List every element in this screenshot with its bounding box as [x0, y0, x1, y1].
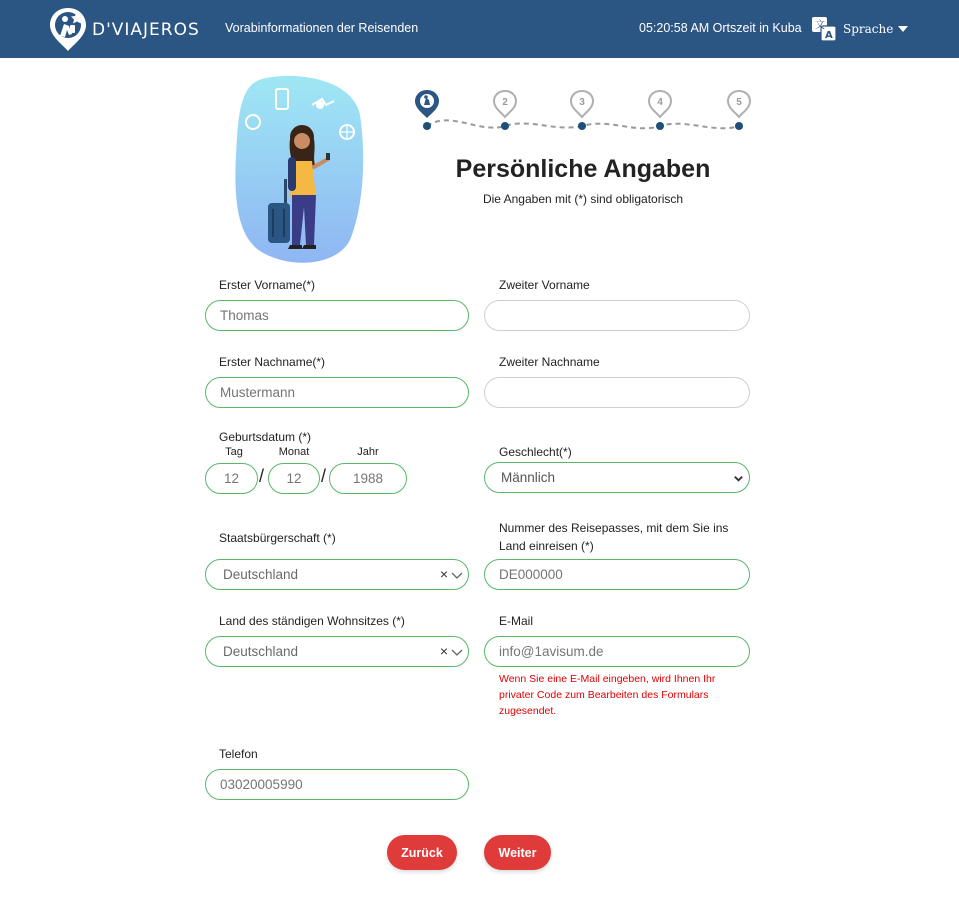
citizenship-select[interactable] [205, 559, 469, 590]
passport-number-input[interactable] [484, 559, 750, 590]
chevron-down-icon [733, 473, 744, 484]
page-subtitle: Die Angaben mit (*) sind obligatorisch [482, 192, 684, 206]
step-4-label: 4 [657, 97, 663, 108]
birthdate-label: Geburtsdatum (*) [219, 430, 312, 444]
phone-label: Telefon [219, 747, 258, 761]
email-label: E-Mail [499, 614, 534, 628]
step-5-pin-icon[interactable] [728, 91, 750, 130]
month-label: Monat [278, 446, 310, 458]
gender-label: Geschlecht(*) [499, 445, 572, 459]
language-label: Sprache [843, 22, 894, 36]
step-2-label: 2 [502, 97, 508, 108]
citizenship-selected-value: Deutschland [223, 567, 299, 582]
citizenship-label: Staatsbürgerschaft (*) [219, 531, 336, 545]
second-name-input[interactable] [484, 300, 750, 331]
caret-down-icon [898, 26, 908, 32]
translate-icon [811, 16, 837, 42]
second-surname-label: Zweiter Nachname [499, 355, 600, 369]
second-name-label: Zweiter Vorname [499, 278, 590, 292]
chevron-down-icon[interactable] [451, 569, 463, 581]
email-input[interactable] [484, 636, 750, 667]
traveler-illustration [232, 75, 366, 265]
second-surname-input[interactable] [484, 377, 750, 408]
brand-name[interactable]: D'VIAJEROS [92, 20, 200, 40]
first-name-label: Erster Vorname(*) [219, 278, 316, 292]
step-5-label: 5 [736, 97, 742, 108]
stepper-graphic [410, 88, 755, 138]
residence-selected-value: Deutschland [223, 644, 299, 659]
progress-stepper [410, 88, 755, 138]
residence-select[interactable] [205, 636, 469, 667]
clear-icon[interactable]: × [439, 566, 448, 582]
clear-icon[interactable]: × [439, 643, 448, 659]
language-selector[interactable] [811, 15, 908, 43]
gender-select[interactable] [484, 462, 750, 493]
residence-label: Land des ständigen Wohnsitzes (*) [219, 614, 405, 628]
next-button[interactable]: Weiter [484, 835, 551, 870]
year-label: Jahr [357, 446, 379, 458]
header-subtitle: Vorabinformationen der Reisenden [225, 21, 419, 35]
passport-label: Nummer des Reisepasses, mit dem Sie ins Land einreisen (*) [499, 521, 729, 553]
dviajeros-logo-icon[interactable] [48, 6, 88, 52]
top-navbar [0, 0, 959, 58]
date-separator: / [259, 466, 265, 486]
page-title: Persönliche Angaben [455, 155, 711, 183]
first-surname-label: Erster Nachname(*) [219, 355, 326, 369]
first-name-input[interactable] [205, 300, 469, 331]
back-button[interactable]: Zurück [387, 835, 457, 870]
local-time: 05:20:58 AM Ortszeit in Kuba [639, 21, 802, 35]
step-1-pin-icon[interactable] [415, 90, 439, 130]
step-3-label: 3 [579, 97, 585, 108]
svg-text:文: 文 [815, 20, 825, 31]
chevron-down-icon[interactable] [451, 646, 463, 658]
gender-selected-value: Männlich [501, 470, 556, 485]
date-separator: / [321, 466, 327, 486]
email-info-note: Wenn Sie eine E-Mail eingeben, wird Ihnen Ihr privater Code zum Bearbeiten des Formulars zugesendet. [499, 673, 716, 717]
svg-text:A: A [825, 30, 833, 41]
first-surname-input[interactable] [205, 377, 469, 408]
step-2-pin-icon[interactable] [494, 91, 516, 130]
birth-day-input[interactable] [205, 463, 258, 494]
birth-year-input[interactable] [329, 463, 407, 494]
day-label: Tag [225, 446, 243, 458]
birth-month-input[interactable] [268, 463, 320, 494]
phone-input[interactable] [205, 769, 469, 800]
